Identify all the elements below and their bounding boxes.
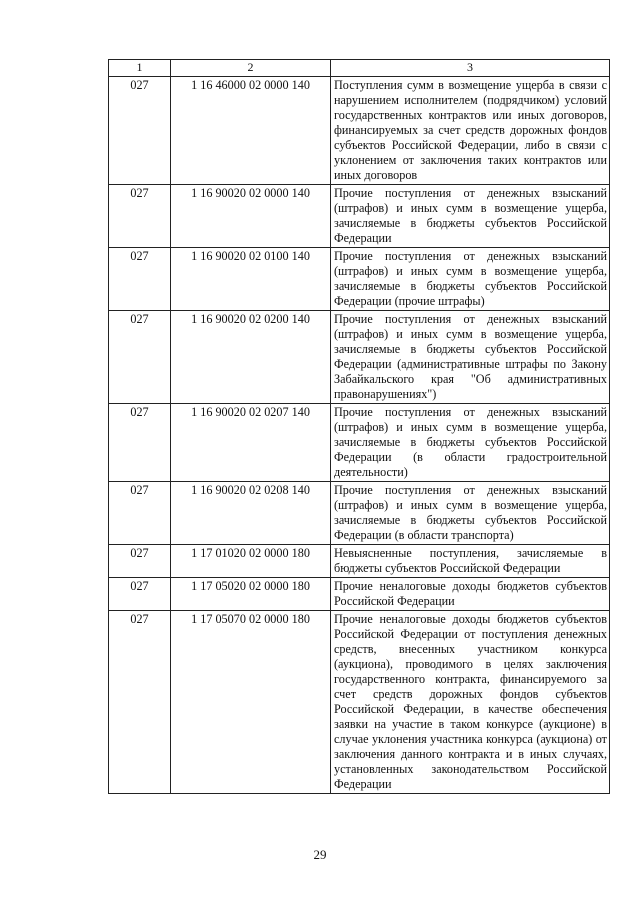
admin-code-cell: 027 <box>109 248 171 311</box>
revenue-name-cell: Прочие поступления от денежных взысканий (штрафов) и иных сумм в возмещение ущерба, зачисляемые в бюджеты субъектов Российской Федерации (административные штрафы по Закону Забайкальского края "Об административных правонарушениях") <box>331 311 610 404</box>
table-row <box>109 185 610 248</box>
table-row <box>109 404 610 482</box>
table-row <box>109 248 610 311</box>
budget-code-cell: 1 16 90020 02 0208 140 <box>171 482 331 545</box>
budget-code-cell: 1 17 05020 02 0000 180 <box>171 578 331 611</box>
column-header-2: 2 <box>171 60 331 77</box>
revenue-name-cell: Прочие неналоговые доходы бюджетов субъектов Российской Федерации от поступления денежных средств, внесенных участником конкурса (аукциона), проводимого в целях заключения государственного контракта, финансируемого за счет средств дорожных фондов субъектов Российской Федерации, в качестве обеспечения заявки на участие в таком конкурсе (аукционе) в случае уклонения участника конкурса (аукциона) от заключения данного контракта и в иных случаях, установленных законодательством Российской Федерации <box>331 611 610 794</box>
admin-code-cell: 027 <box>109 578 171 611</box>
revenue-name-cell: Прочие поступления от денежных взысканий (штрафов) и иных сумм в возмещение ущерба, зачисляемые в бюджеты субъектов Российской Федерации <box>331 185 610 248</box>
budget-code-cell: 1 16 46000 02 0000 140 <box>171 77 331 185</box>
revenue-name-cell: Невыясненные поступления, зачисляемые в бюджеты субъектов Российской Федерации <box>331 545 610 578</box>
admin-code-cell: 027 <box>109 545 171 578</box>
table-header <box>109 60 610 77</box>
budget-code-cell: 1 16 90020 02 0000 140 <box>171 185 331 248</box>
table-row <box>109 77 610 185</box>
table-row <box>109 545 610 578</box>
revenue-name-cell: Поступления сумм в возмещение ущерба в связи с нарушением исполнителем (подрядчиком) условий государственных контрактов или иных договоров, финансируемых за счет средств дорожных фондов субъектов Российской Федерации, либо в связи с уклонением от заключения таких контрактов или иных договоров <box>331 77 610 185</box>
table-row <box>109 611 610 794</box>
revenue-codes-table <box>108 59 610 794</box>
admin-code-cell: 027 <box>109 611 171 794</box>
budget-code-cell: 1 17 05070 02 0000 180 <box>171 611 331 794</box>
column-header-3: 3 <box>331 60 610 77</box>
admin-code-cell: 027 <box>109 311 171 404</box>
table-row <box>109 311 610 404</box>
budget-code-cell: 1 17 01020 02 0000 180 <box>171 545 331 578</box>
page-number: 29 <box>313 847 327 862</box>
table-body <box>109 77 610 794</box>
revenue-name-cell: Прочие поступления от денежных взысканий (штрафов) и иных сумм в возмещение ущерба, зачисляемые в бюджеты субъектов Российской Федерации (в области градостроительной деятельности) <box>331 404 610 482</box>
revenue-name-cell: Прочие неналоговые доходы бюджетов субъектов Российской Федерации <box>331 578 610 611</box>
admin-code-cell: 027 <box>109 404 171 482</box>
header-row <box>109 60 610 77</box>
revenue-name-cell: Прочие поступления от денежных взысканий (штрафов) и иных сумм в возмещение ущерба, зачисляемые в бюджеты субъектов Российской Федерации (прочие штрафы) <box>331 248 610 311</box>
budget-code-cell: 1 16 90020 02 0207 140 <box>171 404 331 482</box>
admin-code-cell: 027 <box>109 77 171 185</box>
table-row <box>109 482 610 545</box>
table-row <box>109 578 610 611</box>
admin-code-cell: 027 <box>109 185 171 248</box>
budget-code-cell: 1 16 90020 02 0200 140 <box>171 311 331 404</box>
admin-code-cell: 027 <box>109 482 171 545</box>
revenue-name-cell: Прочие поступления от денежных взысканий (штрафов) и иных сумм в возмещение ущерба, зачисляемые в бюджеты субъектов Российской Федерации (в области транспорта) <box>331 482 610 545</box>
budget-code-cell: 1 16 90020 02 0100 140 <box>171 248 331 311</box>
column-header-1: 1 <box>109 60 171 77</box>
